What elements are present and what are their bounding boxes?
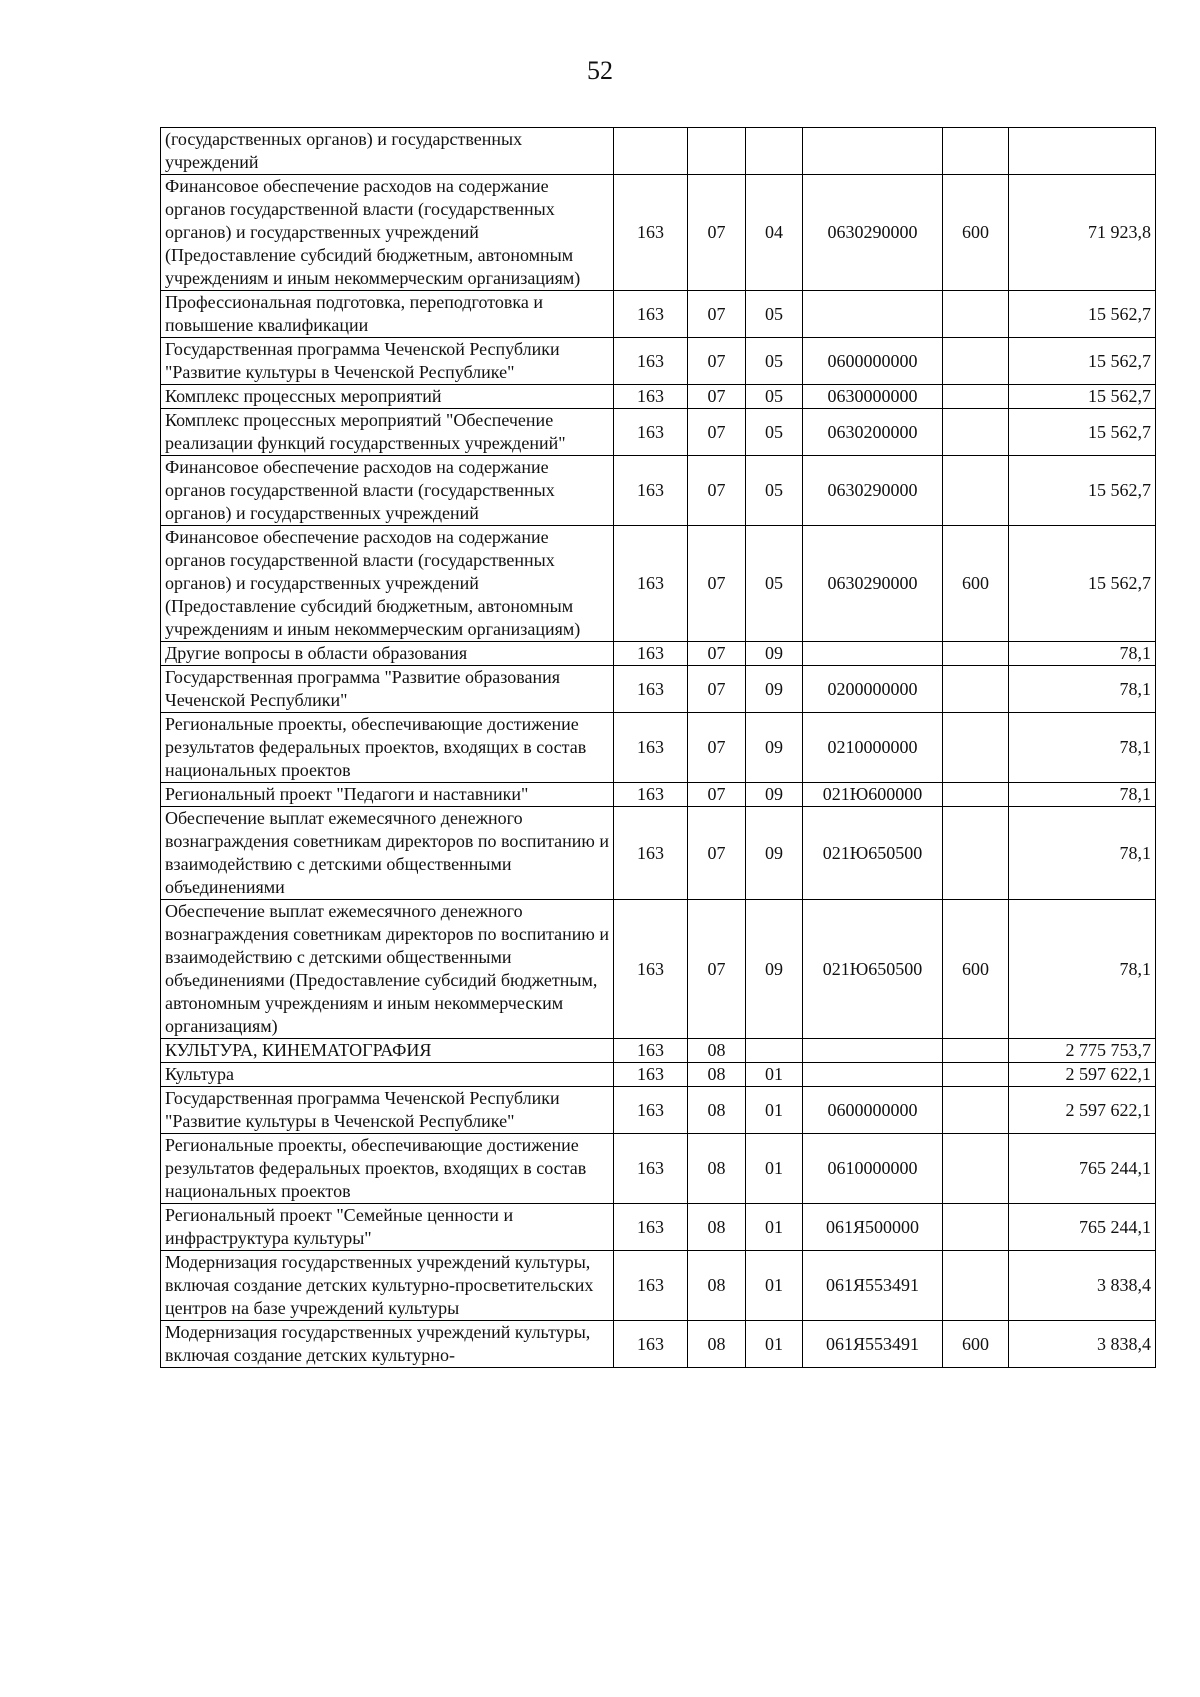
- target-article-cell: 061Я500000: [803, 1204, 943, 1251]
- ministry-code-cell: 163: [614, 1251, 688, 1321]
- subsection-cell: 05: [746, 409, 803, 456]
- target-article-cell: 021Ю650500: [803, 900, 943, 1039]
- subsection-cell: 01: [746, 1251, 803, 1321]
- ministry-code-cell: 163: [614, 713, 688, 783]
- ministry-code-cell: 163: [614, 175, 688, 291]
- expense-type-cell: [943, 642, 1009, 666]
- section-cell: 08: [688, 1321, 746, 1368]
- section-cell: 07: [688, 642, 746, 666]
- table-row: [161, 175, 1156, 291]
- subsection-cell: 05: [746, 338, 803, 385]
- expense-type-cell: 600: [943, 175, 1009, 291]
- amount-cell: 78,1: [1009, 666, 1156, 713]
- section-cell: 08: [688, 1087, 746, 1134]
- table-row: [161, 1251, 1156, 1321]
- subsection-cell: 05: [746, 456, 803, 526]
- table-row: [161, 409, 1156, 456]
- ministry-code-cell: 163: [614, 1087, 688, 1134]
- amount-cell: 15 562,7: [1009, 338, 1156, 385]
- expense-type-cell: [943, 783, 1009, 807]
- expense-type-cell: [943, 713, 1009, 783]
- amount-cell: 3 838,4: [1009, 1321, 1156, 1368]
- ministry-code-cell: 163: [614, 666, 688, 713]
- target-article-cell: 0630290000: [803, 456, 943, 526]
- item-name-cell: Региональный проект "Семейные ценности и инфраструктура культуры": [161, 1204, 614, 1251]
- expense-type-cell: [943, 385, 1009, 409]
- item-name-cell: Финансовое обеспечение расходов на содержание органов государственной власти (государственных органов) и государственных учреждений (Предоставление субсидий бюджетным, автономным учреждениям и иным некоммерческим организациям): [161, 175, 614, 291]
- expense-type-cell: [943, 456, 1009, 526]
- table-row: [161, 128, 1156, 175]
- section-cell: 08: [688, 1251, 746, 1321]
- subsection-cell: 05: [746, 291, 803, 338]
- item-name-cell: Региональный проект "Педагоги и наставники": [161, 783, 614, 807]
- target-article-cell: 0600000000: [803, 1087, 943, 1134]
- expense-type-cell: [943, 1204, 1009, 1251]
- table-row: [161, 900, 1156, 1039]
- amount-cell: 78,1: [1009, 900, 1156, 1039]
- table-row: [161, 807, 1156, 900]
- table-row: [161, 385, 1156, 409]
- amount-cell: 765 244,1: [1009, 1134, 1156, 1204]
- target-article-cell: 0630000000: [803, 385, 943, 409]
- target-article-cell: [803, 128, 943, 175]
- subsection-cell: 09: [746, 713, 803, 783]
- ministry-code-cell: 163: [614, 642, 688, 666]
- section-cell: 07: [688, 713, 746, 783]
- section-cell: 08: [688, 1039, 746, 1063]
- amount-cell: 15 562,7: [1009, 291, 1156, 338]
- amount-cell: 78,1: [1009, 807, 1156, 900]
- section-cell: 07: [688, 807, 746, 900]
- item-name-cell: Другие вопросы в области образования: [161, 642, 614, 666]
- table-row: [161, 1039, 1156, 1063]
- section-cell: 07: [688, 900, 746, 1039]
- section-cell: 07: [688, 291, 746, 338]
- target-article-cell: 0200000000: [803, 666, 943, 713]
- target-article-cell: 0600000000: [803, 338, 943, 385]
- target-article-cell: 0630290000: [803, 526, 943, 642]
- item-name-cell: Комплекс процессных мероприятий "Обеспечение реализации функций государственных учреждений": [161, 409, 614, 456]
- target-article-cell: 061Я553491: [803, 1321, 943, 1368]
- table-row: [161, 783, 1156, 807]
- item-name-cell: Финансовое обеспечение расходов на содержание органов государственной власти (государственных органов) и государственных учреждений: [161, 456, 614, 526]
- section-cell: 07: [688, 385, 746, 409]
- section-cell: 07: [688, 456, 746, 526]
- expense-type-cell: [943, 1134, 1009, 1204]
- section-cell: 08: [688, 1134, 746, 1204]
- amount-cell: 15 562,7: [1009, 526, 1156, 642]
- target-article-cell: [803, 291, 943, 338]
- target-article-cell: 061Я553491: [803, 1251, 943, 1321]
- table-row: [161, 338, 1156, 385]
- ministry-code-cell: 163: [614, 1204, 688, 1251]
- item-name-cell: Государственная программа "Развитие образования Чеченской Республики": [161, 666, 614, 713]
- target-article-cell: 0610000000: [803, 1134, 943, 1204]
- expense-type-cell: [943, 1063, 1009, 1087]
- table-row: [161, 526, 1156, 642]
- subsection-cell: 09: [746, 783, 803, 807]
- amount-cell: 2 597 622,1: [1009, 1063, 1156, 1087]
- section-cell: 08: [688, 1063, 746, 1087]
- expense-type-cell: [943, 128, 1009, 175]
- expense-type-cell: [943, 1039, 1009, 1063]
- amount-cell: 15 562,7: [1009, 456, 1156, 526]
- section-cell: 07: [688, 175, 746, 291]
- ministry-code-cell: 163: [614, 1063, 688, 1087]
- ministry-code-cell: 163: [614, 1321, 688, 1368]
- subsection-cell: 01: [746, 1063, 803, 1087]
- item-name-cell: Культура: [161, 1063, 614, 1087]
- item-name-cell: Государственная программа Чеченской Республики "Развитие культуры в Чеченской Республике": [161, 1087, 614, 1134]
- ministry-code-cell: [614, 128, 688, 175]
- subsection-cell: 09: [746, 900, 803, 1039]
- item-name-cell: Региональные проекты, обеспечивающие достижение результатов федеральных проектов, входящих в состав национальных проектов: [161, 713, 614, 783]
- item-name-cell: Региональные проекты, обеспечивающие достижение результатов федеральных проектов, входящих в состав национальных проектов: [161, 1134, 614, 1204]
- expense-type-cell: 600: [943, 1321, 1009, 1368]
- expense-type-cell: [943, 409, 1009, 456]
- subsection-cell: 05: [746, 526, 803, 642]
- subsection-cell: 01: [746, 1087, 803, 1134]
- target-article-cell: [803, 1063, 943, 1087]
- table-row: [161, 1204, 1156, 1251]
- table-row: [161, 456, 1156, 526]
- ministry-code-cell: 163: [614, 807, 688, 900]
- amount-cell: 2 775 753,7: [1009, 1039, 1156, 1063]
- subsection-cell: 09: [746, 666, 803, 713]
- item-name-cell: Профессиональная подготовка, переподготовка и повышение квалификации: [161, 291, 614, 338]
- subsection-cell: 01: [746, 1134, 803, 1204]
- section-cell: 07: [688, 526, 746, 642]
- subsection-cell: 01: [746, 1321, 803, 1368]
- subsection-cell: 05: [746, 385, 803, 409]
- amount-cell: 78,1: [1009, 642, 1156, 666]
- section-cell: 07: [688, 409, 746, 456]
- table-row: [161, 642, 1156, 666]
- subsection-cell: [746, 128, 803, 175]
- ministry-code-cell: 163: [614, 456, 688, 526]
- expense-type-cell: [943, 338, 1009, 385]
- table-row: [161, 1134, 1156, 1204]
- target-article-cell: 0630290000: [803, 175, 943, 291]
- ministry-code-cell: 163: [614, 526, 688, 642]
- amount-cell: 3 838,4: [1009, 1251, 1156, 1321]
- expense-type-cell: 600: [943, 526, 1009, 642]
- amount-cell: 2 597 622,1: [1009, 1087, 1156, 1134]
- expense-type-cell: [943, 807, 1009, 900]
- table-row: [161, 1321, 1156, 1368]
- table-row: [161, 291, 1156, 338]
- target-article-cell: 0210000000: [803, 713, 943, 783]
- section-cell: 07: [688, 783, 746, 807]
- subsection-cell: 04: [746, 175, 803, 291]
- section-cell: 08: [688, 1204, 746, 1251]
- table-row: [161, 713, 1156, 783]
- expense-type-cell: [943, 291, 1009, 338]
- item-name-cell: Модернизация государственных учреждений культуры, включая создание детских культурно-просветительских центров на базе учреждений культуры: [161, 1251, 614, 1321]
- item-name-cell: Обеспечение выплат ежемесячного денежного вознаграждения советникам директоров по воспитанию и взаимодействию с детскими общественными объединениями: [161, 807, 614, 900]
- amount-cell: 78,1: [1009, 713, 1156, 783]
- subsection-cell: 01: [746, 1204, 803, 1251]
- subsection-cell: [746, 1039, 803, 1063]
- ministry-code-cell: 163: [614, 409, 688, 456]
- target-article-cell: 021Ю650500: [803, 807, 943, 900]
- ministry-code-cell: 163: [614, 338, 688, 385]
- item-name-cell: КУЛЬТУРА, КИНЕМАТОГРАФИЯ: [161, 1039, 614, 1063]
- expense-type-cell: [943, 1087, 1009, 1134]
- item-name-cell: (государственных органов) и государственных учреждений: [161, 128, 614, 175]
- ministry-code-cell: 163: [614, 385, 688, 409]
- expense-type-cell: [943, 666, 1009, 713]
- item-name-cell: Государственная программа Чеченской Республики "Развитие культуры в Чеченской Республике": [161, 338, 614, 385]
- section-cell: 07: [688, 666, 746, 713]
- amount-cell: [1009, 128, 1156, 175]
- section-cell: 07: [688, 338, 746, 385]
- amount-cell: 78,1: [1009, 783, 1156, 807]
- item-name-cell: Модернизация государственных учреждений культуры, включая создание детских культурно-: [161, 1321, 614, 1368]
- expense-type-cell: [943, 1251, 1009, 1321]
- item-name-cell: Финансовое обеспечение расходов на содержание органов государственной власти (государственных органов) и государственных учреждений (Предоставление субсидий бюджетным, автономным учреждениям и иным некоммерческим организациям): [161, 526, 614, 642]
- table-row: [161, 666, 1156, 713]
- expense-type-cell: 600: [943, 900, 1009, 1039]
- amount-cell: 71 923,8: [1009, 175, 1156, 291]
- ministry-code-cell: 163: [614, 1039, 688, 1063]
- ministry-code-cell: 163: [614, 1134, 688, 1204]
- target-article-cell: [803, 1039, 943, 1063]
- page-number: 52: [587, 56, 613, 85]
- item-name-cell: Комплекс процессных мероприятий: [161, 385, 614, 409]
- table-row: [161, 1087, 1156, 1134]
- amount-cell: 765 244,1: [1009, 1204, 1156, 1251]
- ministry-code-cell: 163: [614, 291, 688, 338]
- ministry-code-cell: 163: [614, 900, 688, 1039]
- section-cell: [688, 128, 746, 175]
- subsection-cell: 09: [746, 807, 803, 900]
- subsection-cell: 09: [746, 642, 803, 666]
- target-article-cell: [803, 642, 943, 666]
- target-article-cell: 021Ю600000: [803, 783, 943, 807]
- ministry-code-cell: 163: [614, 783, 688, 807]
- target-article-cell: 0630200000: [803, 409, 943, 456]
- amount-cell: 15 562,7: [1009, 409, 1156, 456]
- table-row: [161, 1063, 1156, 1087]
- budget-table: [160, 127, 1156, 1368]
- amount-cell: 15 562,7: [1009, 385, 1156, 409]
- item-name-cell: Обеспечение выплат ежемесячного денежного вознаграждения советникам директоров по воспитанию и взаимодействию с детскими общественными объединениями (Предоставление субсидий бюджетным, автономным учреждениям и иным некоммерческим организациям): [161, 900, 614, 1039]
